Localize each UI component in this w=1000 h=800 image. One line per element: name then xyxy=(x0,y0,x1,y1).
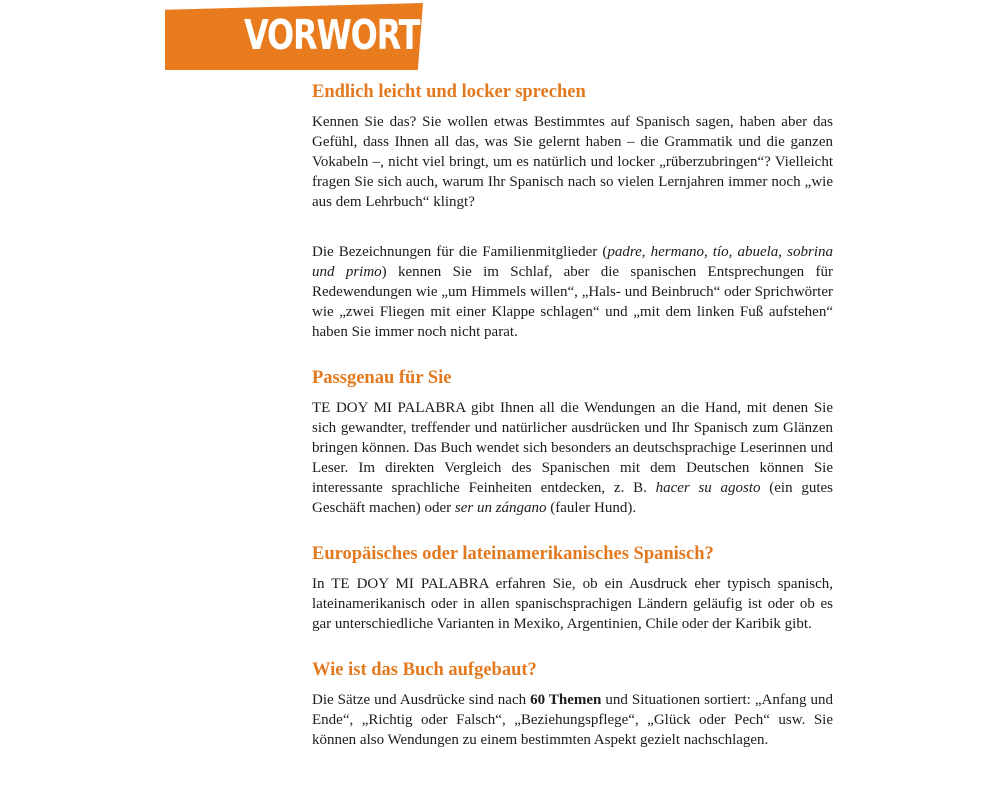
section-paragraph xyxy=(312,398,833,518)
paragraph-text: TE DOY MI PALABRA gibt Ihnen all die Wendungen an die Hand, mit denen Sie sich gewandter, treffender und natürlicher ausdrücken und Ihr Spanisch zum Glänzen bringen können. Das Buch wendet sich besonders an deutschsprachige Leserinnen und Leser. Im direkten Vergleich des Spanischen mit dem Deutschen können Sie interessante sprachliche Feinheiten entdecken, z. B. xyxy=(312,400,833,496)
section-paragraph: Kennen Sie das? Sie wollen etwas Bestimmtes auf Spanisch sagen, haben aber das Gefühl, dass Ihnen all das, was Sie gelernt haben – die Grammatik und die ganzen Vokabeln –, nicht viel bringt, um es natürlich und locker „rüberzubringen“? Vielleicht fragen Sie sich auch, warum Ihr Spanisch nach so vielen Lernjahren immer noch „wie aus dem Lehrbuch“ klingt? xyxy=(312,114,833,210)
italic-text: hacer su agosto xyxy=(655,480,761,496)
paragraph-text: und Situationen sortiert: „Anfang und Ende“, „Richtig oder Falsch“, „Beziehungspflege“, „Glück oder Pech“ usw. Sie können also Wendungen zu einem bestimmten Aspekt gezielt nachschlagen. xyxy=(312,692,833,748)
page-title: VORWORT xyxy=(244,11,420,59)
section-paragraph xyxy=(312,690,833,750)
section-title-sprechen: Endlich leicht und locker sprechen xyxy=(312,82,586,102)
section-title-passgenau: Passgenau für Sie xyxy=(312,368,452,388)
main-content xyxy=(312,78,833,750)
paragraph-text: Die Bezeichnungen für die Familienmitglieder ( xyxy=(312,244,608,260)
section-title-varianten: Europäisches oder lateinamerikanisches Spanisch? xyxy=(312,544,714,564)
section-paragraph: In TE DOY MI PALABRA erfahren Sie, ob ein Ausdruck eher typisch spanisch, lateinamerikanisch oder in allen spanischsprachigen Ländern geläufig ist oder ob es gar unterschiedliche Varianten in Mexiko, Argentinien, Chile oder der Karibik gibt. xyxy=(312,576,833,632)
italic-text: padre, hermano, tío, abuela, sobrina und primo xyxy=(312,244,833,280)
section-title-aufbau: Wie ist das Buch aufgebaut? xyxy=(312,660,537,680)
paragraph-text: ) kennen Sie im Schlaf, aber die spanischen Entsprechungen für Redewendungen wie „um Himmels willen“, „Hals- und Beinbruch“ oder Sprichwörter wie „zwei Fliegen mit einer Klappe schlagen“ und „mit dem linken Fuß aufstehen“ haben Sie immer noch nicht parat. xyxy=(312,264,833,340)
italic-text: ser un zángano xyxy=(454,500,547,516)
paragraph-text: (fauler Hund). xyxy=(546,500,637,516)
section-paragraph xyxy=(312,242,833,342)
paragraph-text: (ein gutes Geschäft machen) oder xyxy=(312,480,834,516)
paragraph-text: Die Sätze und Ausdrücke sind nach xyxy=(312,692,531,708)
bold-text: 60 Themen xyxy=(530,692,602,708)
